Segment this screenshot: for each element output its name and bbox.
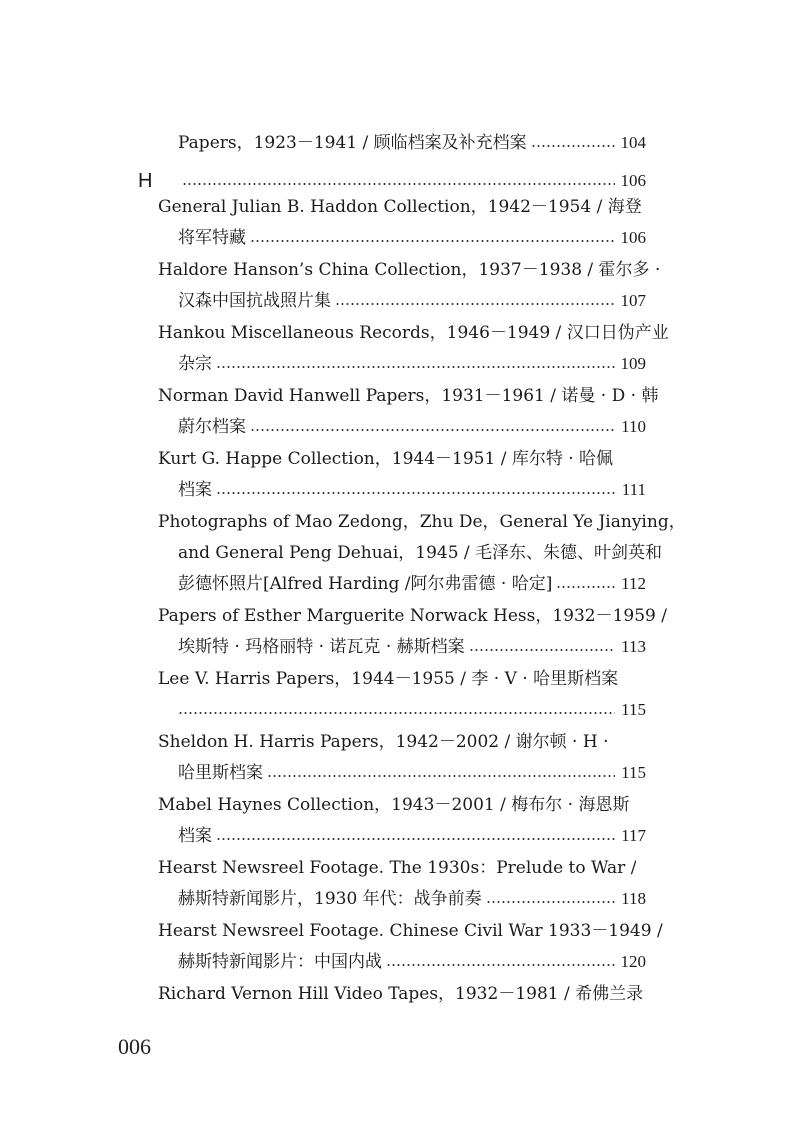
toc-entry[interactable] xyxy=(178,475,646,505)
entry-title-line: Sheldon H. Harris Papers，1942－2002 / 谢尔顿 · H · xyxy=(158,732,609,752)
page-number: 109 xyxy=(620,354,646,373)
entry-title-line: 蔚尔档案 xyxy=(178,417,246,437)
entry-title-line: Mabel Haynes Collection，1943－2001 / 梅布尔 · 海恩斯 xyxy=(158,795,630,815)
page-number: 115 xyxy=(621,763,646,782)
entry-title-line: Hearst Newsreel Footage. The 1930s：Prelude to War / xyxy=(158,858,637,878)
page-number: 120 xyxy=(620,952,646,971)
dot-leader xyxy=(556,586,615,588)
dot-leader xyxy=(250,240,615,242)
dot-leader xyxy=(386,964,615,966)
page-folio: 006 xyxy=(118,1034,151,1059)
entry-title-line: 赫斯特新闻影片：中国内战 xyxy=(178,952,382,972)
page-number: 112 xyxy=(621,574,646,593)
toc-entry[interactable] xyxy=(178,569,646,599)
page-number: 107 xyxy=(620,291,646,310)
entry-title-line: Papers of Esther Marguerite Norwack Hess，1932－1959 / xyxy=(158,606,668,626)
toc-entry[interactable] xyxy=(178,758,646,788)
entry-title-line: 埃斯特 · 玛格丽特 · 诺瓦克 · 赫斯档案 xyxy=(178,637,465,657)
toc-entry[interactable] xyxy=(178,821,646,851)
dot-leader xyxy=(216,838,615,840)
toc-entry[interactable] xyxy=(178,349,646,379)
entry-title-line: 赫斯特新闻影片，1930 年代：战争前奏 xyxy=(178,889,482,909)
toc-entry[interactable] xyxy=(178,695,646,725)
page-number: 115 xyxy=(621,700,646,719)
page-number: 113 xyxy=(621,637,646,656)
entry-title-line: Hankou Miscellaneous Records，1946－1949 / 汉口日伪产业 xyxy=(158,323,669,343)
page-number: 110 xyxy=(621,417,646,436)
toc-entry[interactable] xyxy=(178,884,646,914)
toc-entry[interactable] xyxy=(178,412,646,442)
dot-leader xyxy=(486,901,615,903)
dot-leader xyxy=(469,649,615,651)
dot-leader xyxy=(335,303,615,305)
entry-title-line: Lee V. Harris Papers，1944－1955 / 李 · V · 哈里斯档案 xyxy=(158,669,619,689)
entry-title-line: 档案 xyxy=(178,826,212,846)
entry-title-line: 档案 xyxy=(178,480,212,500)
page-number: 118 xyxy=(621,889,646,908)
toc-entry[interactable] xyxy=(178,632,646,662)
dot-leader xyxy=(216,366,615,368)
dot-leader xyxy=(531,145,615,147)
dot-leader xyxy=(216,492,616,494)
dot-leader xyxy=(267,775,615,777)
entry-title-line: 彭德怀照片[Alfred Harding /阿尔弗雷德 · 哈定] xyxy=(178,574,553,594)
entry-title-line: Richard Vernon Hill Video Tapes，1932－1981 / 希佛兰录 xyxy=(158,984,644,1004)
toc-entry[interactable] xyxy=(178,286,646,316)
page-number: 117 xyxy=(621,826,646,845)
toc-entry[interactable] xyxy=(178,128,646,158)
entry-title-line: General Julian B. Haddon Collection，1942－1954 / 海登 xyxy=(158,197,642,217)
section-letter: H xyxy=(138,170,153,192)
entry-title-line: 哈里斯档案 xyxy=(178,763,263,783)
page-number: 104 xyxy=(620,133,646,152)
page-number: 106 xyxy=(620,171,646,190)
entry-title-line: 将军特藏 xyxy=(178,228,246,248)
entry-title-line: and General Peng Dehuai，1945 / 毛泽东、朱德、叶剑英和 xyxy=(178,543,663,563)
page-number: 111 xyxy=(621,480,646,499)
entry-title-line: Hearst Newsreel Footage. Chinese Civil War 1933－1949 / xyxy=(158,921,663,941)
toc-entry[interactable] xyxy=(178,947,646,977)
entry-title-line: Norman David Hanwell Papers，1931－1961 / 诺曼 · D · 韩 xyxy=(158,386,659,406)
entry-title-line: Papers，1923－1941 / 顾临档案及补充档案 xyxy=(178,133,527,153)
dot-leader xyxy=(250,429,615,431)
entry-title-line: Kurt G. Happe Collection，1944－1951 / 库尔特 · 哈佩 xyxy=(158,449,614,469)
entry-title-line: Photographs of Mao Zedong，Zhu De，General Ye Jianying， xyxy=(158,512,686,532)
toc-entry[interactable] xyxy=(178,223,646,253)
dot-leader xyxy=(182,183,615,185)
page-number: 106 xyxy=(620,228,646,247)
entry-title-line: 汉森中国抗战照片集 xyxy=(178,291,331,311)
entry-title-line: Haldore Hanson’s China Collection，1937－1938 / 霍尔多 · xyxy=(158,260,661,280)
entry-title-line: 杂宗 xyxy=(178,354,212,374)
dot-leader xyxy=(178,712,615,714)
